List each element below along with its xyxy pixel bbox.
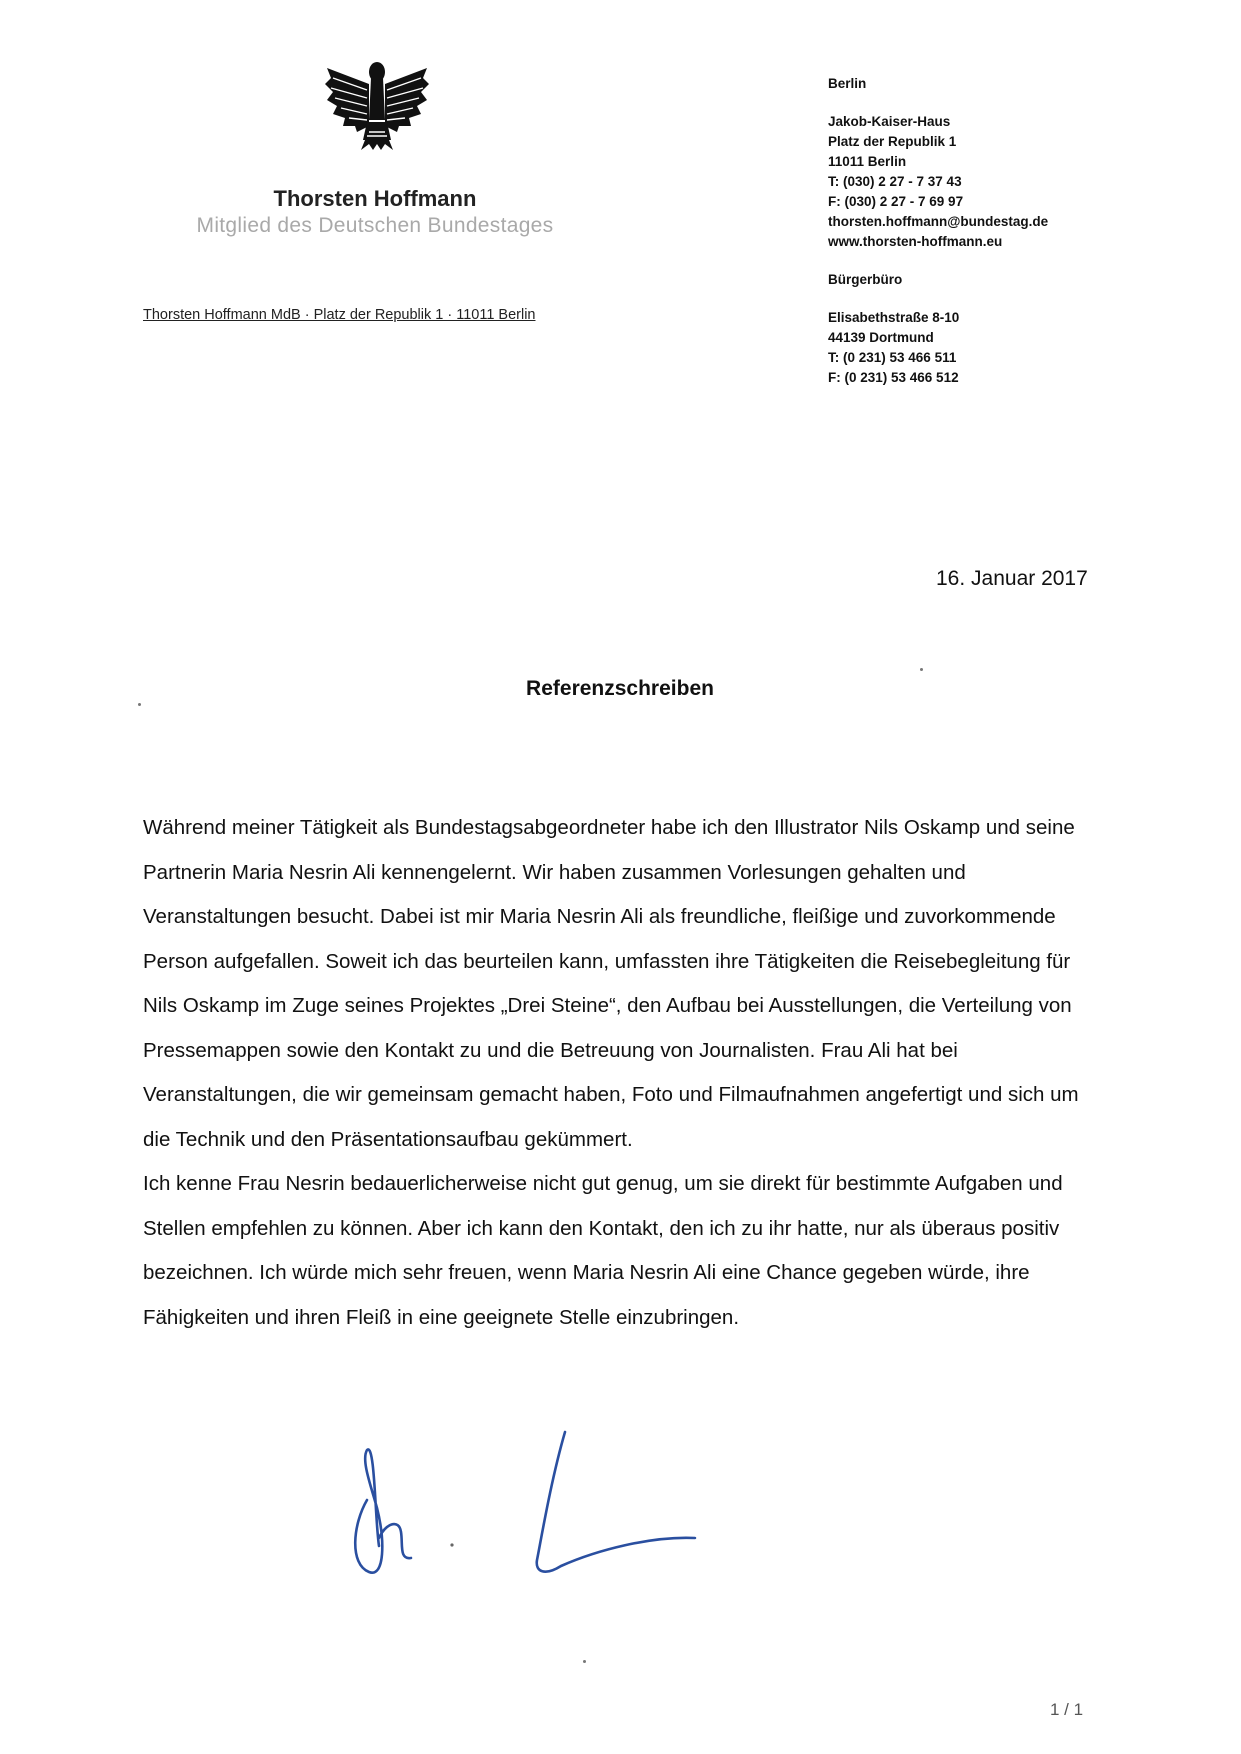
scan-speck [920,668,923,671]
letter-body [143,806,1103,1340]
author-title: Mitglied des Deutschen Bundestages [196,214,554,237]
body-paragraph: Ich kenne Frau Nesrin bedauerlicherweise nicht gut genug, um sie direkt für bestimmte Aufgaben und Stellen empfehlen zu können. Aber ich kann den Kontakt, den ich zu ihr hatte, nur als überaus positiv bezeichnen. Ich würde mich sehr freuen, wenn Maria Nesrin Ali eine Chance gegeben würde, ihre Fähigkeiten und ihren Fleiß in eine geeignete Stelle einzubringen. [143,1172,1063,1329]
contact-website[interactable]: www.thorsten-hoffmann.eu [828,234,1003,249]
letter-date: 16. Januar 2017 [936,567,1088,590]
return-address: Thorsten Hoffmann MdB · Platz der Republik 1 · 11011 Berlin [143,307,536,323]
body-paragraph: Während meiner Tätigkeit als Bundestagsabgeordneter habe ich den Illustrator Nils Oskamp und seine Partnerin Maria Nesrin Ali kennengelernt. Wir haben zusammen Vorlesungen gehalten und Veranstaltungen besucht. Dabei ist mir Maria Nesrin Ali als freundliche, fleißige und zuvorkommende Person aufgefallen. Soweit ich das beurteilen kann, umfassten ihre Tätigkeiten die Reisebegleitung für Nils Oskamp im Zuge seines Projektes „Drei Steine“, den Aufbau bei Ausstellungen, die Verteilung von Pressemappen sowie den Kontakt zu und die Betreuung von Journalisten. Frau Ali hat bei Veranstaltungen, die wir gemeinsam gemacht haben, Foto und Filmaufnahmen angefertigt und sich um die Technik und den Präsentationsaufbau gekümmert. [143,816,1079,1151]
contact-line: Jakob-Kaiser-Haus [828,114,951,129]
contact-phone: T: (030) 2 27 - 7 37 43 [828,174,962,189]
contact-line: 11011 Berlin [828,154,907,169]
contact-fax: F: (0 231) 53 466 512 [828,370,959,385]
contact-email[interactable]: thorsten.hoffmann@bundestag.de [828,214,1049,229]
scan-speck [138,703,141,706]
contact-fax: F: (030) 2 27 - 7 69 97 [828,194,964,209]
handwritten-signature [345,1420,725,1585]
contact-berlin-heading: Berlin [828,76,867,91]
bundesadler-eagle-icon [321,48,433,152]
contact-line: 44139 Dortmund [828,330,934,345]
letter-subject: Referenzschreiben [526,677,714,700]
contact-berlin [828,74,1048,388]
scan-speck [583,1660,586,1663]
contact-buergerbuero-heading: Bürgerbüro [828,272,903,287]
page-number: 1 / 1 [1050,1700,1084,1719]
author-name: Thorsten Hoffmann [273,186,477,211]
contact-phone: T: (0 231) 53 466 511 [828,350,957,365]
contact-line: Platz der Republik 1 [828,134,957,149]
contact-line: Elisabethstraße 8-10 [828,310,960,325]
